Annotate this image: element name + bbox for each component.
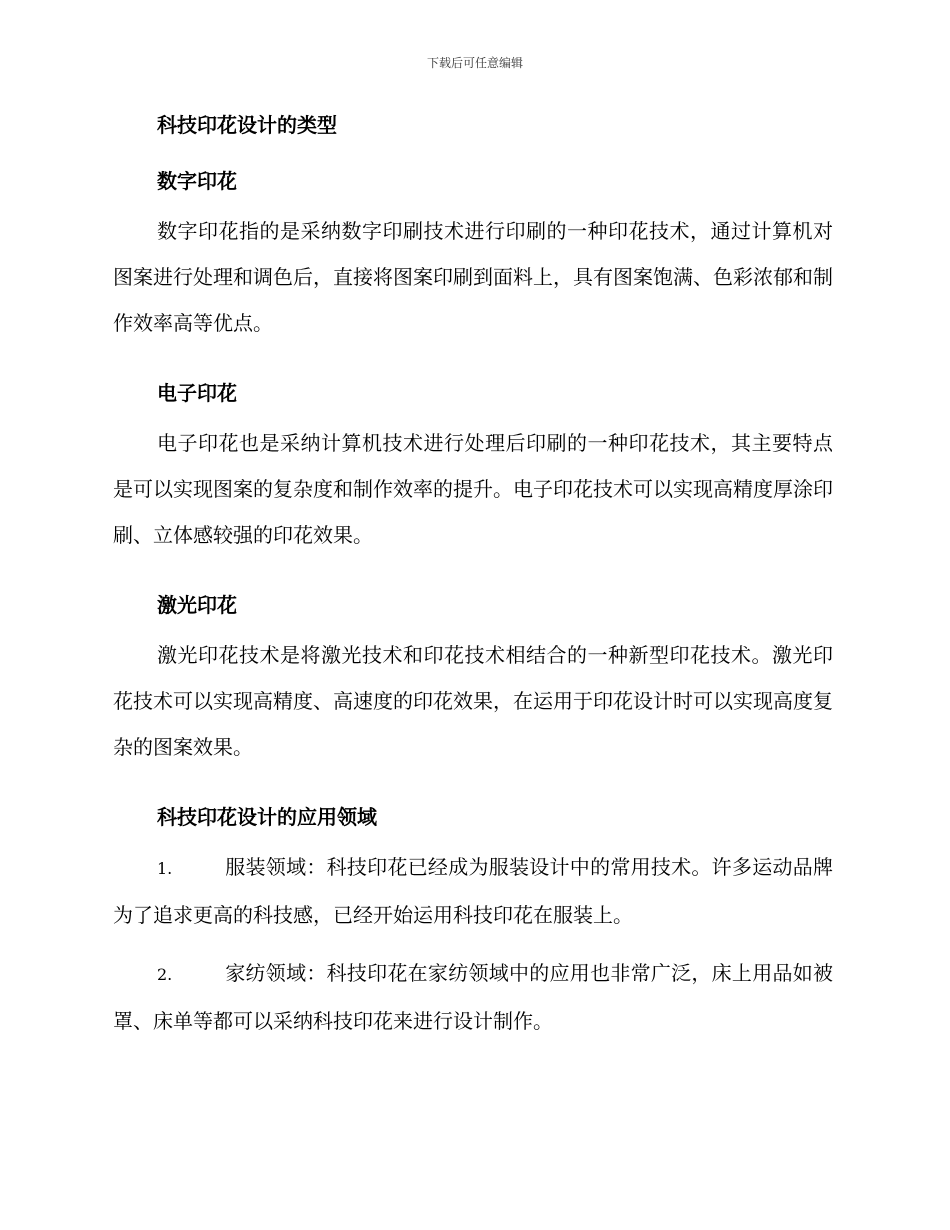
heading-electronic-printing: 电子印花 xyxy=(157,381,237,405)
list-item xyxy=(113,950,833,1044)
section-title-applications: 科技印花设计的应用领域 xyxy=(157,805,377,829)
list-item xyxy=(113,844,833,938)
section-title-types: 科技印花设计的类型 xyxy=(157,113,337,137)
list-item-number: 1. xyxy=(157,859,173,878)
heading-laser-printing: 激光印花 xyxy=(157,593,237,617)
paragraph-laser-printing: 激光印花技术是将激光技术和印花技术相结合的一种新型印花技术。激光印花技术可以实现高精度、高速度的印花效果，在运用于印花设计时可以实现高度复杂的图案效果。 xyxy=(113,643,833,759)
list-item-text: 家纺领域：科技印花在家纺领域中的应用也非常广泛，床上用品如被罩、床单等都可以采纳科技印花来进行设计制作。 xyxy=(113,961,833,1033)
list-item-number: 2. xyxy=(157,965,173,984)
paragraph-electronic-printing: 电子印花也是采纳计算机技术进行处理后印刷的一种印花技术，其主要特点是可以实现图案的复杂度和制作效率的提升。电子印花技术可以实现高精度厚涂印刷、立体感较强的印花效果。 xyxy=(113,431,833,547)
document-body xyxy=(113,110,833,1044)
heading-digital-printing: 数字印花 xyxy=(157,169,237,193)
paragraph-digital-printing: 数字印花指的是采纳数字印刷技术进行印刷的一种印花技术，通过计算机对图案进行处理和调色后，直接将图案印刷到面料上，具有图案饱满、色彩浓郁和制作效率高等优点。 xyxy=(113,219,833,335)
header-note: 下载后可任意编辑 xyxy=(426,56,523,70)
list-item-text: 服装领域：科技印花已经成为服装设计中的常用技术。许多运动品牌为了追求更高的科技感，已经开始运用科技印花在服装上。 xyxy=(113,855,833,927)
